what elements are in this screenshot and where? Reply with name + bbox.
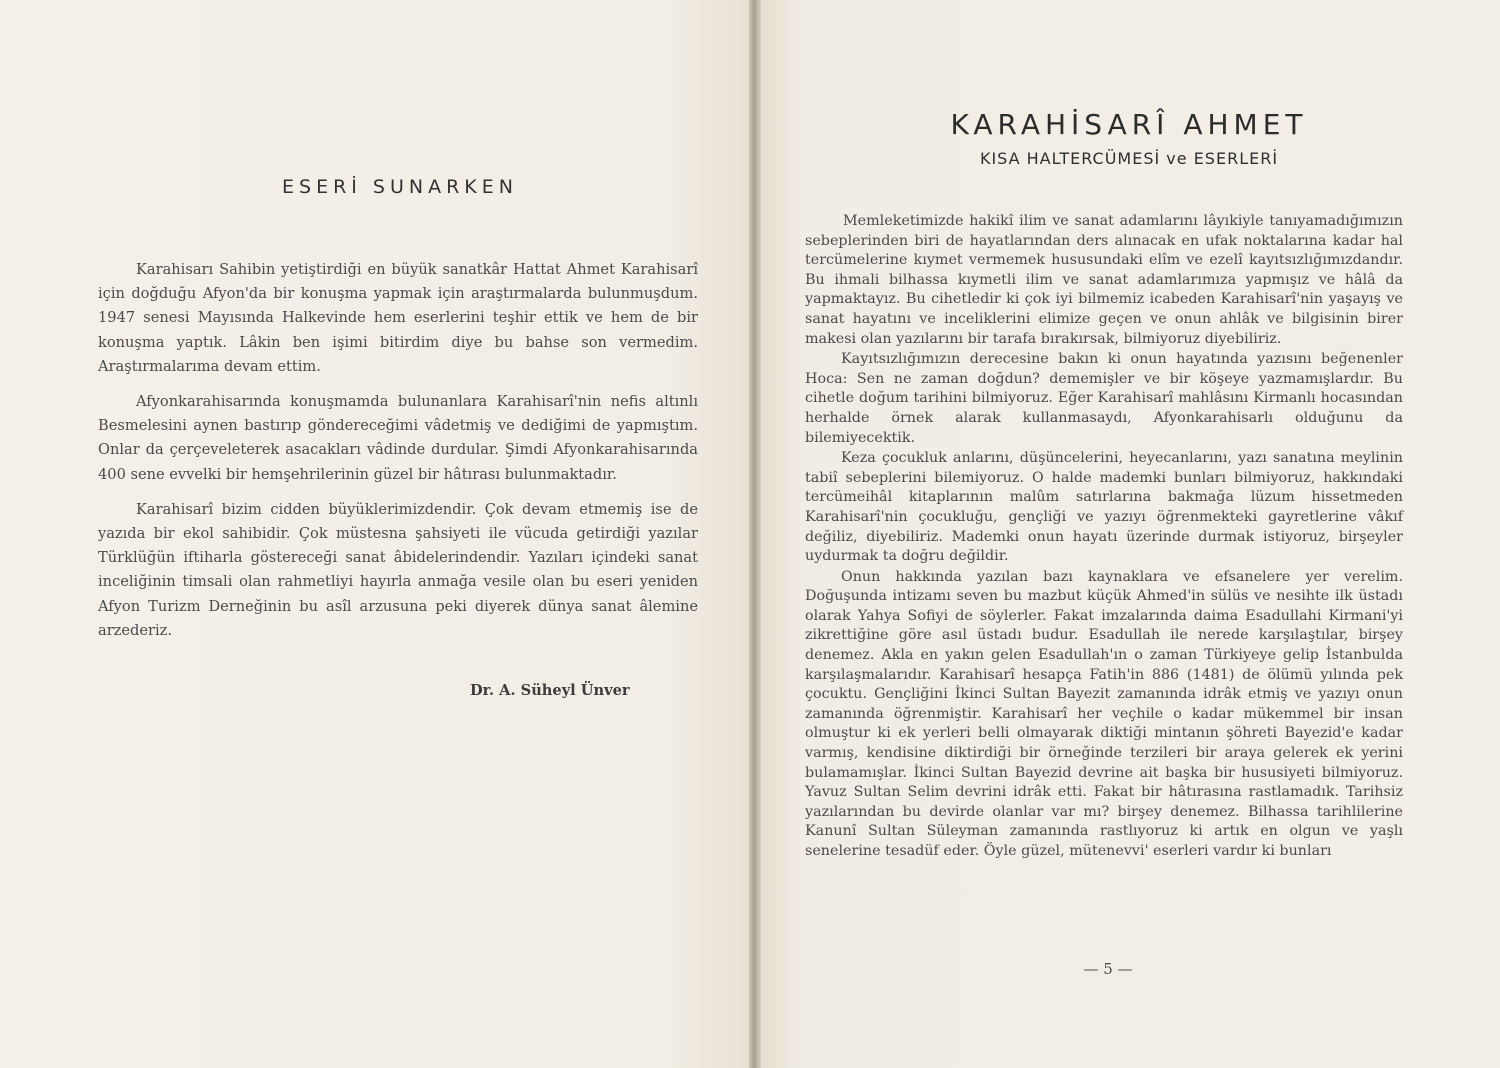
- right-paragraph-1: Memleketimizde hakikî ilim ve sanat adamlarını lâyıkiyle tanıyamadığımızın sebeplerinden biri de hayatlarından ders alınacak en ufak noktalarına kadar hal tercümelerine kıymet vermemek hususundaki elîm ve ezelî kayıtsızlığımızdandır. Bu ihmali bilhassa kıymetli ilim ve sanat adamlarımıza yapmışız ve hâlâ da yapmaktayız. Bu cihetledir ki çok iyi bilmemiz icabeden Karahisarî'nin yaşayış ve sanat hayatını ve inceliklerini elimize geçen ve onun ahlâk ve bilgisinin birer makesi olan yazılarını bir tarafa bırakırsak, bilmiyoruz diyebiliriz.: [805, 213, 1403, 347]
- left-page-heading: ESERİ SUNARKEN: [282, 176, 518, 198]
- left-paragraph-1: Karahisarı Sahibin yetiştirdiği en büyük sanatkâr Hattat Ahmet Karahisarî için doğduğu Afyon'da bir konuşma yapmak için araştırmalarda bulunmuşdum. 1947 senesi Mayısında Halkevinde hem eserlerini teşhir ettik ve hem de bir konuşma yaptık. Lâkin ben işimi bitirdim diye bu bahse son vermedim. Araştırmalarıma devam ettim.: [98, 261, 698, 375]
- right-paragraph-2: Kayıtsızlığımızın derecesine bakın ki onun hayatında yazısını beğenenler Hoca: Sen ne zaman doğdun? dememişler ve bir köşeye yazmamışlardır. Bu cihetle doğum tarihini bilmiyoruz. Eğer Karahisarî mahlâsını Kirmanlı hocasından herhalde örnek alarak kullanmasaydı, Afyonkarahisarlı olduğunu da bilemiyecektik.: [805, 351, 1403, 446]
- page-number: — 5 —: [1083, 960, 1133, 978]
- left-paragraph-2: Afyonkarahisarında konuşmamda bulunanlara Karahisarî'nin nefis altınlı Besmelesini aynen bastırıp göndereceğimi vâdetmiş ve dediğimi de yapmıştım. Onlar da çerçeveleterek asacakları vâdinde durdular. Şimdi Afyonkarahisarında 400 sene evvelki bir hemşehrilerinin güzel bir hâtırası bulunmaktadır.: [98, 393, 698, 483]
- left-paragraph-3: Karahisarî bizim cidden büyüklerimizdendir. Çok devam etmemiş ise de yazıda bir ekol sahibidir. Çok müstesna şahsiyeti ile vücuda getirdiği yazılar Türklüğün iftiharla göstereceği sanat âbidelerindendir. Yazıları içindeki sanat inceliğinin timsali olan rahmetliyi hayırla anmağa vesile olan bu eseri yeniden Afyon Turizm Derneğinin bu asîl arzusuna peki diyerek dünya sanat âlemine arzederiz.: [98, 500, 698, 639]
- author-signature: Dr. A. Süheyl Ünver: [470, 682, 630, 699]
- right-page-title: KARAHİSARÎ AHMET: [950, 108, 1308, 141]
- right-paragraph-4: Onun hakkında yazılan bazı kaynaklara ve efsanelere yer verelim. Doğuşunda intizamı seven bu mazbut küçük Ahmed'in sülüs ve nesihte ilk üstadı olarak Yahya Sofiyi de söylerler. Fakat imzalarında daima Esadullahi Kirmani'yi zikrettiğine göre asıl üstadı budur. Esadullah ile nerede karşılaştılar, birşey denemez. Akla en yakın gelen Esadullah'ın o zaman Türkiyeye gelip İstanbulda karşılaşmalarıdır. Karahisarî hesapça Fatih'in 886 (1481) de ölümü yılında pek çocuktu. Gençliğini İkinci Sultan Bayezit zamanında idrâk etmiş ve yazıyı onun zamanında öğrenmiştir. Karahisarî her veçhile o kadar mükemmel bir insan olmuştur ki ek yerleri belli olmayarak diktiği mintanın şöhreti Bayezid'e kadar varmış, kendisine diktirdiği bir örneğinde terzileri bir araya gelerek ek yerini bulamamışlar. İkinci Sultan Bayezid devrine ait başka bir hususiyeti bilmiyoruz. Yavuz Sultan Selim devrini idrâk etti. Fakat bir hâtırasına rastlamadık. Tarihsiz yazılarından bu devirde olanlar var mı? birşey denemez. Bilhassa tarihlilerine Kanunî Sultan Süleyman zamanında rastlıyoruz ki artık en olgun ve yaşlı senelerine tesadüf eder. Öyle güzel, mütenevvi' eserleri vardır ki bunları: [805, 568, 1403, 859]
- right-page-subtitle: KISA HALTERCÜMESİ ve ESERLERİ: [979, 149, 1279, 168]
- left-page-body: [98, 258, 698, 654]
- right-paragraph-3: Keza çocukluk anlarını, düşüncelerini, heyecanlarını, yazı sanatına meylinin tabiî sebeplerini bilemiyoruz. O halde mademki bunları bilmiyoruz, hakkındaki tercümeihâl kitaplarının malûm satırlarına bakmağa lüzum hissetmeden Karahisarî'nin çocukluğu, gençliği ve yazıyı öğrenmekteki gayretlerine vâkıf değiliz, diyebiliriz. Mademki onun hayatı üzerinde durmak istiyoruz, birşeyler uydurmak ta doğru değildir.: [805, 450, 1403, 565]
- right-page-body: [805, 212, 1403, 863]
